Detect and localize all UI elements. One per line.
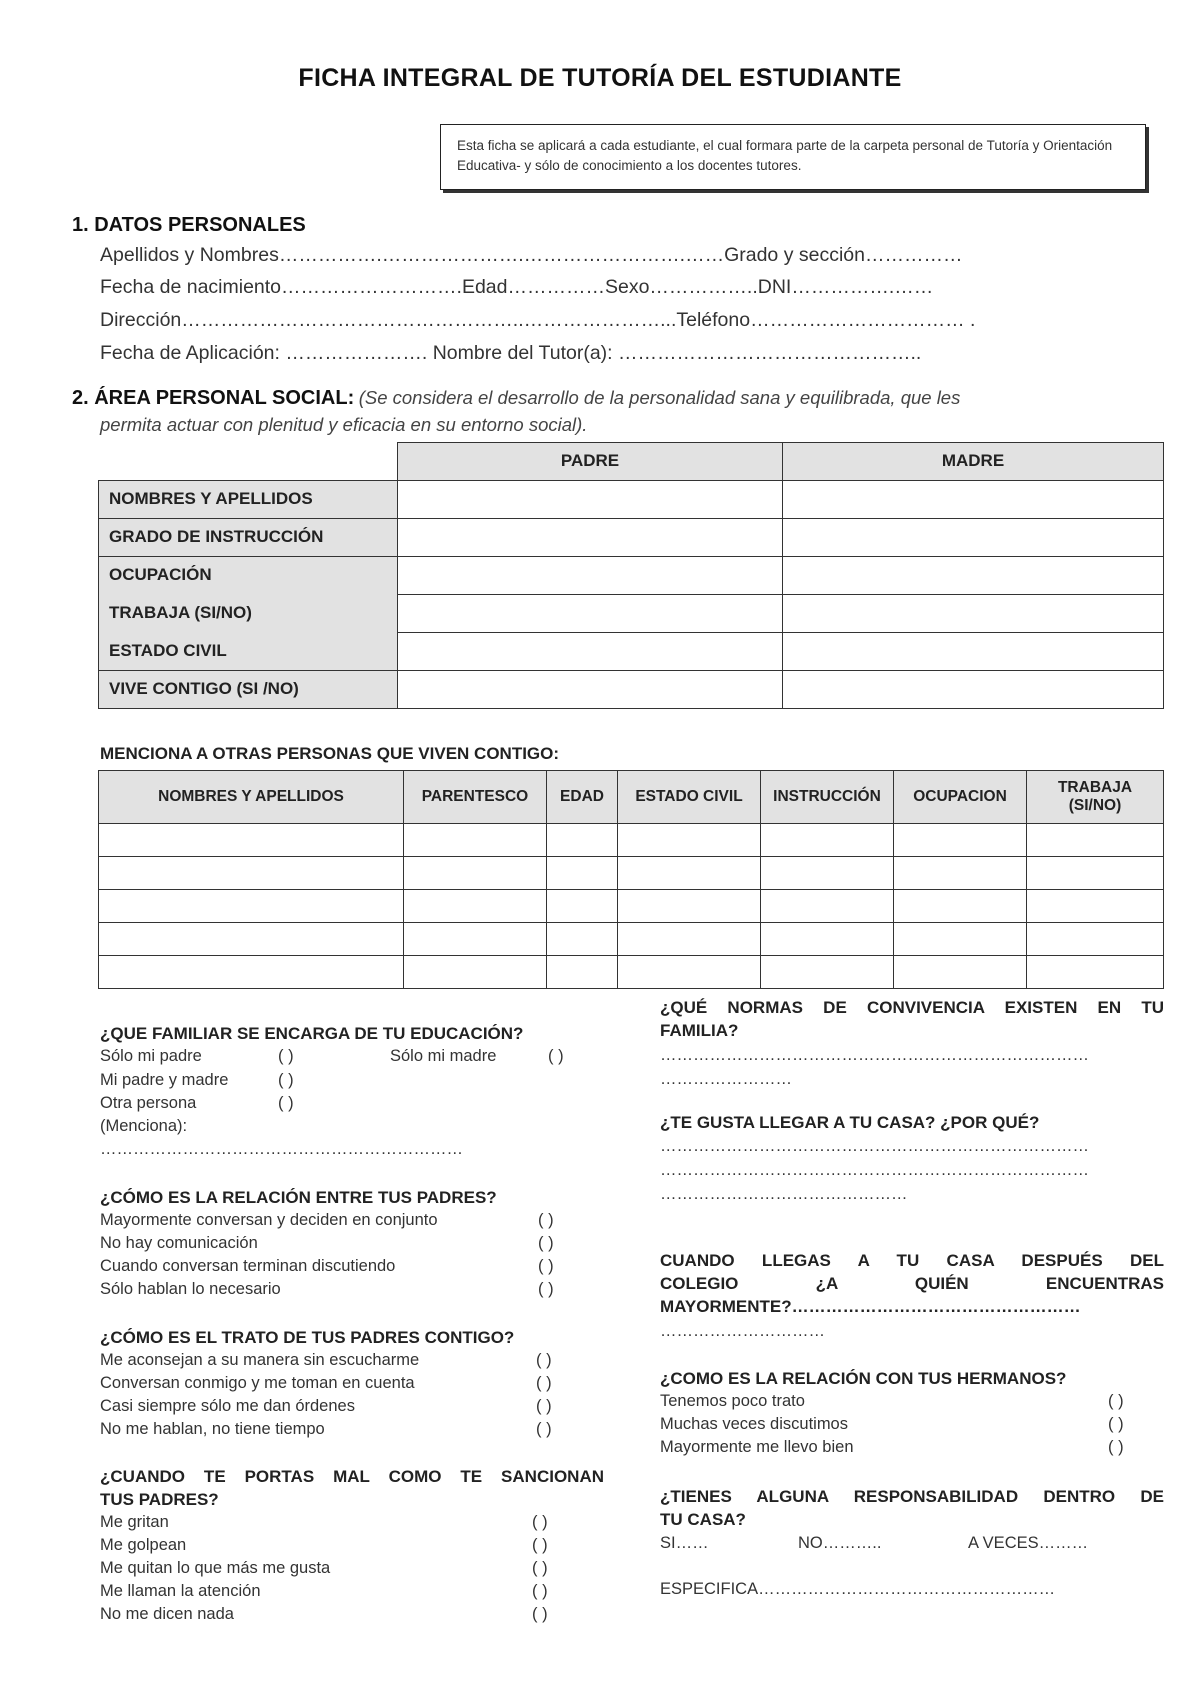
section-1-heading: 1. DATOS PERSONALES xyxy=(72,214,306,236)
opt-sancion-5: No me dicen nada xyxy=(100,1605,234,1623)
opt-solo-madre: Sólo mi madre xyxy=(390,1047,497,1065)
cell[interactable] xyxy=(618,824,761,857)
opt-sancion-3: Me quitan lo que más me gusta xyxy=(100,1559,331,1577)
check-hermanos-2[interactable]: ( ) xyxy=(1108,1415,1124,1433)
opt-trato-1: Me aconsejan a su manera sin escucharme xyxy=(100,1351,420,1369)
col-trabaja xyxy=(1027,771,1164,824)
row-label-nombres: NOMBRES Y APELLIDOS xyxy=(99,480,398,518)
opt-relacion-1: Mayormente conversan y deciden en conjunto xyxy=(100,1211,438,1229)
opt-sancion-1: Me gritan xyxy=(100,1513,169,1531)
q-responsabilidad: ¿TIENES ALGUNA RESPONSABILIDAD DENTRO DE xyxy=(660,1487,1164,1506)
check-padre-madre[interactable]: ( ) xyxy=(278,1071,294,1089)
section-2-description-cont: permita actuar con plenitud y eficacia en su entorno social). xyxy=(100,414,588,435)
cell[interactable] xyxy=(547,824,618,857)
col-madre: MADRE xyxy=(783,443,1164,481)
check-sancion-1[interactable]: ( ) xyxy=(532,1513,548,1531)
cell[interactable] xyxy=(404,857,547,890)
cell[interactable] xyxy=(618,857,761,890)
check-solo-madre[interactable]: ( ) xyxy=(548,1047,564,1065)
col-estado-civil: ESTADO CIVIL xyxy=(618,771,761,824)
q-normas-convivencia-cont: FAMILIA? xyxy=(660,1021,739,1040)
check-otra-persona[interactable]: ( ) xyxy=(278,1094,294,1112)
q-relacion-hermanos: ¿COMO ES LA RELACIÓN CON TUS HERMANOS? xyxy=(660,1369,1067,1388)
cell-padre-grado[interactable] xyxy=(398,518,783,556)
cell[interactable] xyxy=(761,956,894,989)
check-sancion-3[interactable]: ( ) xyxy=(532,1559,548,1577)
others-row xyxy=(99,857,1164,890)
field-fecha-aplicacion[interactable]: Fecha de Aplicación: …………………. Nombre del Tutor(a): ……………………………………….. xyxy=(100,342,922,364)
col-padre: PADRE xyxy=(398,443,783,481)
q-normas-convivencia: ¿QUÉ NORMAS DE CONVIVENCIA EXISTEN EN TU xyxy=(660,998,1164,1017)
cell[interactable] xyxy=(404,824,547,857)
col-ocupacion: OCUPACION xyxy=(894,771,1027,824)
row-label-grado: GRADO DE INSTRUCCIÓN xyxy=(99,518,398,556)
answer-no[interactable]: NO……….. xyxy=(798,1534,882,1552)
col-parentesco: PARENTESCO xyxy=(404,771,547,824)
check-relacion-3[interactable]: ( ) xyxy=(538,1257,554,1275)
cell[interactable] xyxy=(1027,923,1164,956)
cell[interactable] xyxy=(404,956,547,989)
section-2-heading: 2. ÁREA PERSONAL SOCIAL: xyxy=(72,387,355,409)
q-familiar-educacion: ¿QUE FAMILIAR SE ENCARGA DE TU EDUCACIÓN? xyxy=(100,1024,524,1043)
col-trabaja-line2: (SI/NO) xyxy=(1068,797,1122,814)
cell-madre-ocupacion[interactable] xyxy=(783,556,1164,594)
cell[interactable] xyxy=(1027,824,1164,857)
opt-sancion-2: Me golpean xyxy=(100,1536,187,1554)
answer-quien-encuentras[interactable]: ………………………… xyxy=(660,1322,825,1340)
cell[interactable] xyxy=(547,923,618,956)
cell[interactable] xyxy=(99,824,404,857)
field-apellidos-nombres[interactable]: Apellidos y Nombres…………….………………….…………………….……Grado y sección…………… xyxy=(100,244,963,266)
cell[interactable] xyxy=(1027,857,1164,890)
check-trato-4[interactable]: ( ) xyxy=(536,1420,552,1438)
others-row xyxy=(99,824,1164,857)
col-nombres: NOMBRES Y APELLIDOS xyxy=(99,771,404,824)
section-2-heading-row xyxy=(72,387,960,410)
cell[interactable] xyxy=(618,923,761,956)
row-label-trabaja: TRABAJA (SI/NO) xyxy=(99,594,398,632)
cell-padre-nombres[interactable] xyxy=(398,480,783,518)
others-heading: MENCIONA A OTRAS PERSONAS QUE VIVEN CONTIGO: xyxy=(100,744,560,763)
cell[interactable] xyxy=(618,956,761,989)
opt-relacion-2: No hay comunicación xyxy=(100,1234,258,1252)
answer-menciona[interactable]: ………………………………………………………… xyxy=(100,1140,463,1158)
cell-padre-estado-civil[interactable] xyxy=(398,632,783,670)
opt-trato-3: Casi siempre sólo me dan órdenes xyxy=(100,1397,355,1415)
opt-padre-madre: Mi padre y madre xyxy=(100,1071,229,1089)
check-trato-2[interactable]: ( ) xyxy=(536,1374,552,1392)
cell-madre-estado-civil[interactable] xyxy=(783,632,1164,670)
cell[interactable] xyxy=(547,890,618,923)
answer-casa-1[interactable]: …………………………………………………………………… xyxy=(660,1137,1089,1155)
notice-box: Esta ficha se aplicará a cada estudiante, el cual formara parte de la carpeta personal de Tutoría y Orientación Educativa- y sólo de conocimiento a los docentes tutores. xyxy=(440,124,1146,190)
q-relacion-padres: ¿CÓMO ES LA RELACIÓN ENTRE TUS PADRES? xyxy=(100,1188,497,1207)
row-label-vive-contigo: VIVE CONTIGO (SI /NO) xyxy=(99,670,398,708)
cell[interactable] xyxy=(547,956,618,989)
cell[interactable] xyxy=(99,890,404,923)
cell-padre-vive-contigo[interactable] xyxy=(398,670,783,708)
cell-padre-ocupacion[interactable] xyxy=(398,556,783,594)
answer-normas-2[interactable]: …………………… xyxy=(660,1070,792,1088)
cell[interactable] xyxy=(894,824,1027,857)
field-fecha-nacimiento[interactable]: Fecha de nacimiento……………………….Edad……………Sexo……………..DNI…………….…… xyxy=(100,276,934,298)
opt-relacion-3: Cuando conversan terminan discutiendo xyxy=(100,1257,396,1275)
q-sancion-title: ¿CUANDO TE PORTAS MAL COMO TE SANCIONAN xyxy=(100,1467,604,1486)
cell[interactable] xyxy=(894,923,1027,956)
cell[interactable] xyxy=(404,890,547,923)
check-hermanos-3[interactable]: ( ) xyxy=(1108,1438,1124,1456)
cell-madre-trabaja[interactable] xyxy=(783,594,1164,632)
cell[interactable] xyxy=(761,857,894,890)
others-row xyxy=(99,890,1164,923)
opt-sancion-4: Me llaman la atención xyxy=(100,1582,261,1600)
cell-padre-trabaja[interactable] xyxy=(398,594,783,632)
page-title: FICHA INTEGRAL DE TUTORÍA DEL ESTUDIANTE xyxy=(298,64,902,92)
opt-hermanos-2: Muchas veces discutimos xyxy=(660,1415,848,1433)
check-trato-3[interactable]: ( ) xyxy=(536,1397,552,1415)
opt-trato-2: Conversan conmigo y me toman en cuenta xyxy=(100,1374,415,1392)
q-quien-encuentras-cont: COLEGIO ¿A QUIÉN ENCUENTRAS xyxy=(660,1274,1164,1293)
cell[interactable] xyxy=(761,824,894,857)
section-2-description: (Se considera el desarrollo de la personalidad sana y equilibrada, que les xyxy=(358,387,961,408)
answer-a-veces[interactable]: A VECES……… xyxy=(968,1534,1089,1552)
answer-normas-1[interactable]: …………………………………………………………………… xyxy=(660,1046,1089,1064)
check-hermanos-1[interactable]: ( ) xyxy=(1108,1392,1124,1410)
answer-especifica[interactable]: ESPECIFICA……………………………………………… xyxy=(660,1580,1056,1598)
cell[interactable] xyxy=(99,857,404,890)
answer-casa-2[interactable]: …………………………………………………………………… xyxy=(660,1161,1089,1179)
col-instruccion: INSTRUCCIÓN xyxy=(761,771,894,824)
q-sancion-title-cont: TUS PADRES? xyxy=(100,1490,219,1509)
parents-table xyxy=(98,442,1164,709)
others-table xyxy=(98,770,1164,989)
check-sancion-2[interactable]: ( ) xyxy=(532,1536,548,1554)
q-quien-encuentras: CUANDO LLEGAS A TU CASA DESPUÉS DEL xyxy=(660,1251,1164,1270)
cell[interactable] xyxy=(894,956,1027,989)
cell-madre-vive-contigo[interactable] xyxy=(783,670,1164,708)
check-relacion-1[interactable]: ( ) xyxy=(538,1211,554,1229)
check-sancion-4[interactable]: ( ) xyxy=(532,1582,548,1600)
answer-si[interactable]: SI…… xyxy=(660,1534,709,1552)
q-quien-encuentras-cont2[interactable]: MAYORMENTE?…………………………………………… xyxy=(660,1297,1081,1316)
others-row xyxy=(99,956,1164,989)
check-relacion-2[interactable]: ( ) xyxy=(538,1234,554,1252)
opt-trato-4: No me hablan, no tiene tiempo xyxy=(100,1420,325,1438)
cell[interactable] xyxy=(99,956,404,989)
cell[interactable] xyxy=(894,890,1027,923)
opt-menciona: (Menciona): xyxy=(100,1117,188,1135)
cell[interactable] xyxy=(99,923,404,956)
check-sancion-5[interactable]: ( ) xyxy=(532,1605,548,1623)
parents-table-corner xyxy=(99,443,398,481)
cell[interactable] xyxy=(618,890,761,923)
check-trato-1[interactable]: ( ) xyxy=(536,1351,552,1369)
q-responsabilidad-cont: TU CASA? xyxy=(660,1510,746,1529)
cell[interactable] xyxy=(1027,890,1164,923)
check-solo-padre[interactable]: ( ) xyxy=(278,1047,294,1065)
cell-madre-grado[interactable] xyxy=(783,518,1164,556)
opt-hermanos-3: Mayormente me llevo bien xyxy=(660,1438,854,1456)
opt-hermanos-1: Tenemos poco trato xyxy=(660,1392,805,1410)
cell-madre-nombres[interactable] xyxy=(783,480,1164,518)
row-label-estado-civil: ESTADO CIVIL xyxy=(99,632,398,670)
opt-solo-padre: Sólo mi padre xyxy=(100,1047,202,1065)
row-label-ocupacion: OCUPACIÓN xyxy=(99,556,398,594)
others-row xyxy=(99,923,1164,956)
cell[interactable] xyxy=(547,857,618,890)
check-relacion-4[interactable]: ( ) xyxy=(538,1280,554,1298)
cell[interactable] xyxy=(761,890,894,923)
col-edad: EDAD xyxy=(547,771,618,824)
opt-relacion-4: Sólo hablan lo necesario xyxy=(100,1280,281,1298)
q-gusta-llegar-casa: ¿TE GUSTA LLEGAR A TU CASA? ¿POR QUÉ? xyxy=(660,1113,1040,1132)
col-trabaja-line1: TRABAJA xyxy=(1057,779,1133,796)
cell[interactable] xyxy=(894,857,1027,890)
field-direccion[interactable]: Dirección……………………………………………..…………………...Teléfono…………………………… . xyxy=(100,309,976,331)
cell[interactable] xyxy=(761,923,894,956)
opt-otra-persona: Otra persona xyxy=(100,1094,197,1112)
cell[interactable] xyxy=(404,923,547,956)
cell[interactable] xyxy=(1027,956,1164,989)
q-trato-padres: ¿CÓMO ES EL TRATO DE TUS PADRES CONTIGO? xyxy=(100,1328,515,1347)
answer-casa-3[interactable]: ……………………………………… xyxy=(660,1185,908,1203)
